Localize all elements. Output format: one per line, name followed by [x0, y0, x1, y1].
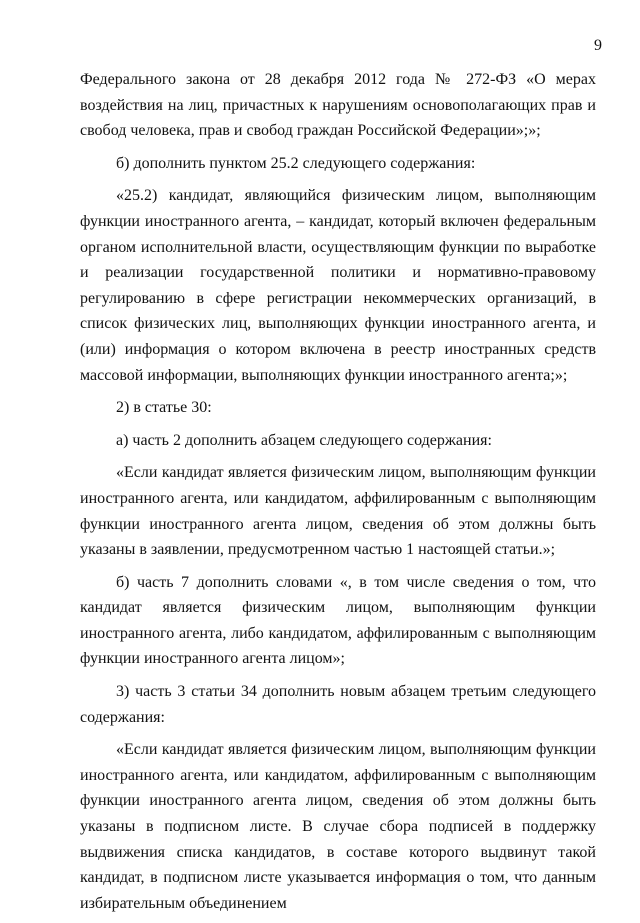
paragraph-quote-article-34: «Если кандидат является физическим лицом, выполняющим функции иностранного агента, или кандидатом, аффилированным с выполняющим функции иностранного агента лицом, сведения об этом должны быть указаны в подписном листе. В случае сбора подписей в поддержку выдвижения списка кандидатов, в составе которого выдвинут такой кандидат, в подписном листе указывается информация о том, что данным избирательным объединением: [80, 741, 596, 912]
paragraph-quote-part-2: «Если кандидат является физическим лицом, выполняющим функции иностранного агента, или кандидатом, аффилированным с выполняющим функции иностранного агента лицом, сведения об этом должны быть указаны в заявлении, предусмотренном частью 1 настоящей статьи.»;: [80, 464, 596, 559]
paragraph-item-a-part-2: а) часть 2 дополнить абзацем следующего содержания:: [116, 431, 492, 449]
paragraph-law-reference-continuation: Федерального закона от 28 декабря 2012 года № 272-ФЗ «О мерах воздействия на лиц, причастных к нарушениям основополагающих прав и свобод человека, прав и свобод граждан Российской Федерации»;»;: [80, 71, 596, 140]
document-body: [80, 67, 596, 923]
page-number: 9: [594, 37, 602, 54]
paragraph-article-30: 2) в статье 30:: [116, 399, 212, 417]
paragraph-item-b-part-7: б) часть 7 дополнить словами «, в том числе сведения о том, что кандидат является физическим лицом, выполняющим функции иностранного агента, либо кандидатом, аффилированным с выполняющим функции иностранного агента лицом»;: [80, 573, 596, 668]
paragraph-article-34: 3) часть 3 статьи 34 дополнить новым абзацем третьим следующего содержания:: [80, 683, 596, 726]
paragraph-clause-25-2: «25.2) кандидат, являющийся физическим лицом, выполняющим функции иностранного агента, – кандидат, который включен федеральным органом исполнительной власти, осуществляющим функции по выработке и реализации государственной политики и нормативно-правовому регулированию в сфере регистрации некоммерческих организаций, в список физических лиц, выполняющих функции иностранного агента, и (или) информация о котором включена в реестр иностранных средств массовой информации, выполняющих функции иностранного агента;»;: [80, 187, 596, 384]
paragraph-item-b-add-25-2: б) дополнить пунктом 25.2 следующего содержания:: [116, 154, 476, 172]
